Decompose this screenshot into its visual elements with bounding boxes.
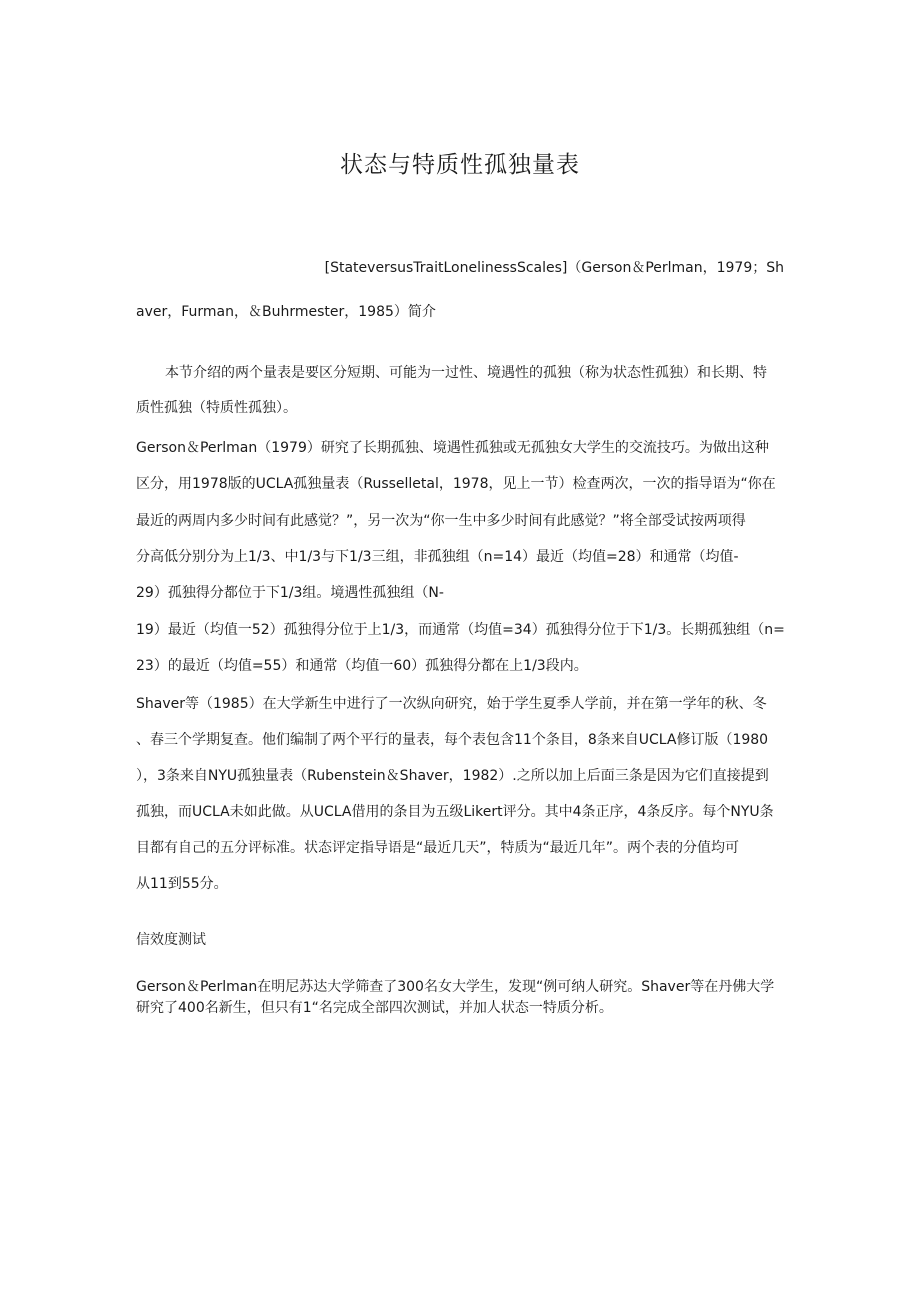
source-citation-line-2: aver，Furman，＆Buhrmester，1985）简介: [136, 304, 436, 320]
intro-paragraph-line: 本节介绍的两个量表是要区分短期、可能为一过性、境遇性的孤独（称为状态性孤独）和长期、特: [165, 365, 767, 381]
shaver-paragraph-line: 孤独，而UCLA未如此做。从UCLA借用的条目为五级Likert评分。其中4条正序，4条反序。每个NYU条: [136, 804, 774, 820]
gerson-paragraph-line: 区分，用1978版的UCLA孤独量表（Russelletal，1978，见上一节）检查两次，一次的指导语为“你在: [136, 476, 776, 492]
shaver-paragraph-line: 、春三个学期复查。他们编制了两个平行的量表，每个表包含11个条目，8条来自UCLA修订版（1980: [136, 732, 769, 748]
document-title: 状态与特质性孤独量表: [340, 152, 580, 178]
gerson-paragraph-line: 分高低分别分为上1/3、中1/3与下1/3三组，非孤独组（n=14）最近（均值=28）和通常（均值-: [136, 549, 739, 565]
shaver-paragraph-line: ），3条来自NYU孤独量表（Rubenstein＆Shaver，1982）.之所以加上后面三条是因为它们直接提到: [136, 768, 769, 784]
gerson-paragraph-line: 最近的两周内多少时间有此感觉？”，另一次为“你一生中多少时间有此感觉？”将全部受试按两项得: [136, 513, 746, 529]
shaver-paragraph-line: 目都有自己的五分评标准。状态评定指导语是“最近几天”，特质为“最近几年”。两个表的分值均可: [136, 840, 740, 856]
reliability-paragraph-line: 研究了400名新生，但只有1“名完成全部四次测试，并加人状态一特质分析。: [136, 1000, 613, 1016]
shaver-paragraph-line: 从11到55分。: [136, 876, 228, 892]
gerson-paragraph-line: 23）的最近（均值=55）和通常（均值一60）孤独得分都在上1/3段内。: [136, 658, 588, 674]
section-heading: 信效度测试: [136, 932, 206, 948]
shaver-paragraph-line: Shaver等（1985）在大学新生中进行了一次纵向研究，始于学生夏季人学前，并在第一学年的秋、冬: [136, 696, 767, 712]
reliability-paragraph-line: Gerson＆Perlman在明尼苏达大学筛查了300名女大学生，发现“例可纳人研究。Shaver等在丹佛大学: [136, 979, 775, 995]
gerson-paragraph-line: 19）最近（均值一52）孤独得分位于上1/3，而通常（均值=34）孤独得分位于下1/3。长期孤独组（n=: [136, 622, 785, 638]
gerson-paragraph-line: Gerson＆Perlman（1979）研究了长期孤独、境遇性孤独或无孤独女大学生的交流技巧。为做出这种: [136, 440, 769, 456]
source-citation-line-1: [StateversusTraitLonelinessScales]（Gerson＆Perlman，1979；Sh: [324, 260, 784, 276]
intro-paragraph-line: 质性孤独（特质性孤独）。: [136, 400, 297, 416]
gerson-paragraph-line: 29）孤独得分都位于下1/3组。境遇性孤独组（N-: [136, 585, 444, 601]
